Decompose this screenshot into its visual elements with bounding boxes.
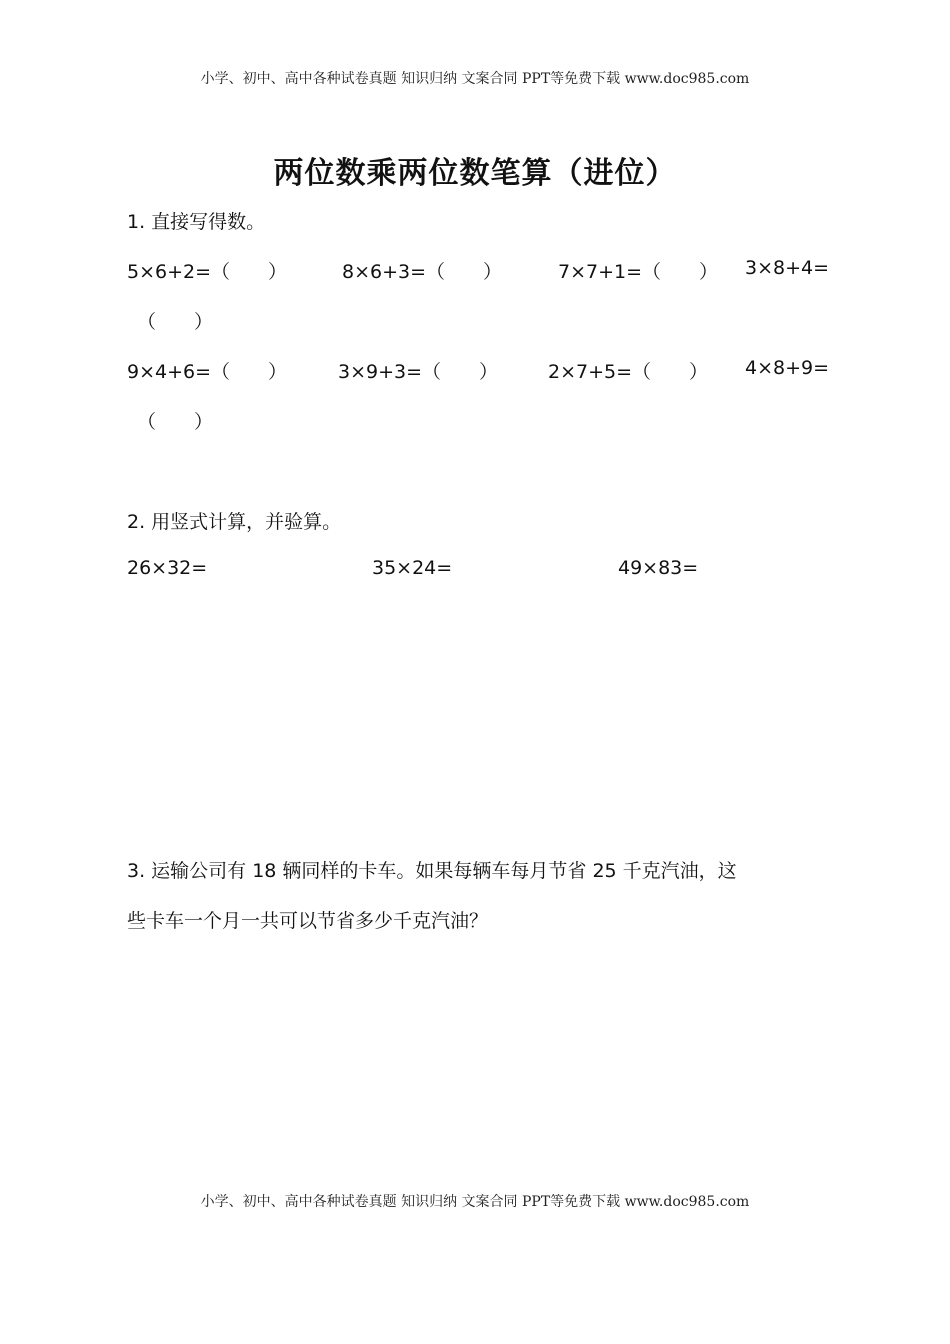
page-header: 小学、初中、高中各种试卷真题 知识归纳 文案合同 PPT等免费下载 www.doc985.com: [200, 71, 750, 87]
page-footer: 小学、初中、高中各种试卷真题 知识归纳 文案合同 PPT等免费下载 www.doc985.com: [200, 1194, 750, 1210]
q1-row2-wrap: （ ）: [137, 411, 214, 433]
q1-row2-item-3: 2×7+5=（ ）: [548, 361, 709, 383]
question-3-line-2: 些卡车一个月一共可以节省多少千克汽油？: [127, 910, 489, 932]
q1-row1-item-1: 5×6+2=（ ）: [127, 261, 288, 283]
q1-row1-item-3: 7×7+1=（ ）: [558, 261, 719, 283]
q2-item-3: 49×83=: [618, 557, 699, 579]
q1-row2-item-2: 3×9+3=（ ）: [338, 361, 499, 383]
q1-row1-item-2: 8×6+3=（ ）: [342, 261, 503, 283]
q2-item-2: 35×24=: [372, 557, 453, 579]
q1-row1-item-4: 3×8+4=: [745, 257, 830, 279]
q1-row2-item-4: 4×8+9=: [745, 357, 830, 379]
question-3-line-1: 3. 运输公司有 18 辆同样的卡车。如果每辆车每月节省 25 千克汽油，这: [127, 860, 737, 882]
q2-item-1: 26×32=: [127, 557, 208, 579]
q1-row2-item-1: 9×4+6=（ ）: [127, 361, 288, 383]
question-2-heading: 2. 用竖式计算，并验算。: [127, 511, 342, 533]
page-title: 两位数乘两位数笔算（进位）: [273, 156, 677, 191]
question-1-heading: 1. 直接写得数。: [127, 211, 266, 233]
q1-row1-wrap: （ ）: [137, 311, 214, 333]
